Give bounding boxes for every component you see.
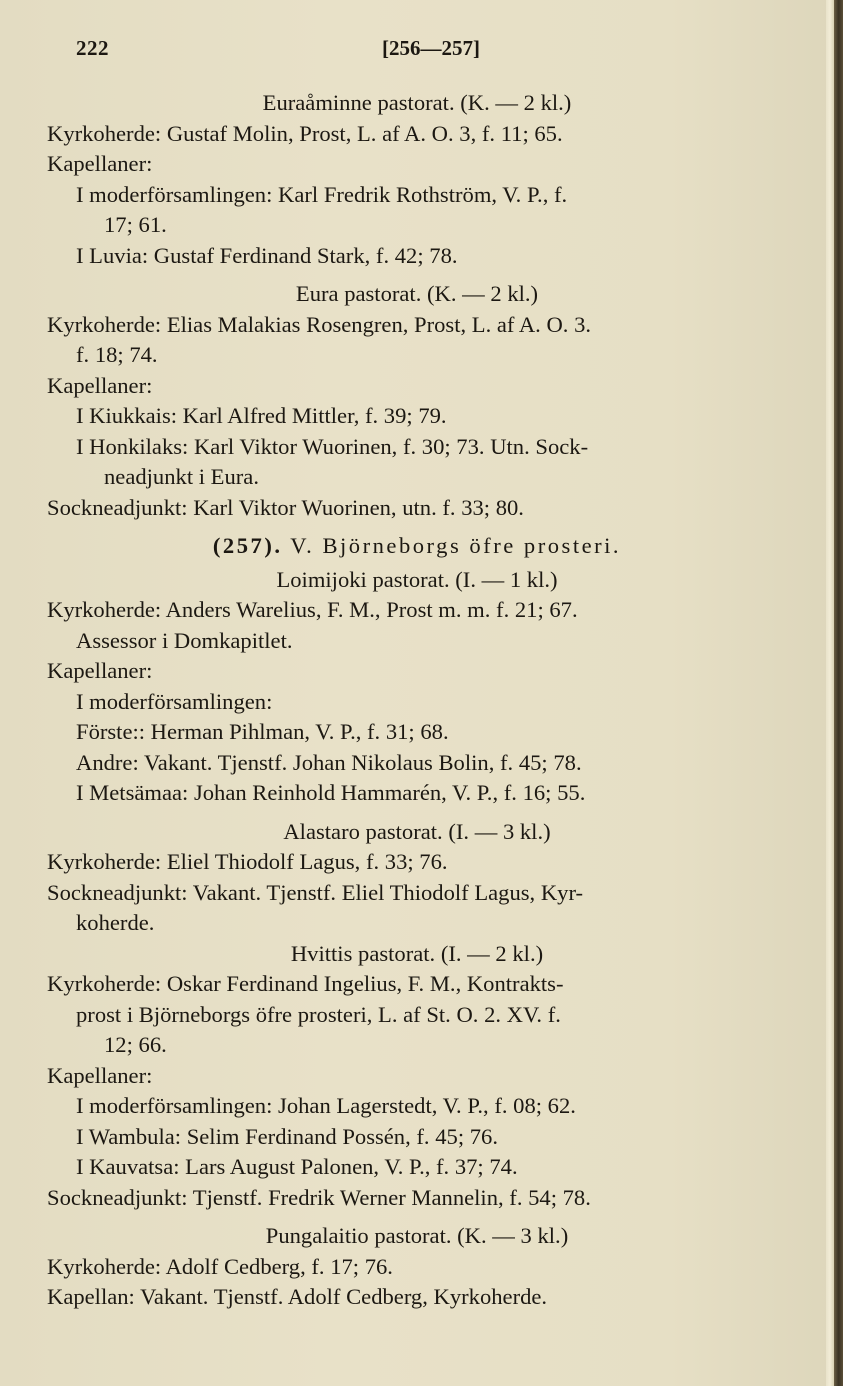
entry-line: I moderförsamlingen: Johan Lagerstedt, V. P., f. 08; 62. [76,1093,576,1118]
entry-line: I Honkilaks: Karl Viktor Wuorinen, f. 30; 73. Utn. Sock- [76,433,589,459]
pastorat-title: Euraåminne pastorat. (K. — 2 kl.) [262,90,572,115]
pastorat-title: Loimijoki pastorat. (I. — 1 kl.) [276,566,558,592]
entry-line-continuation: f. 18; 74. [76,342,158,367]
pastorat-title: Hvittis pastorat. (I. — 2 kl.) [290,940,544,966]
entry-line: I Wambula: Selim Ferdinand Possén, f. 45; 76. [76,1123,498,1149]
pastorat-loimijoki [47,565,837,809]
section-number: (257). [212,533,283,558]
entry-line: Andre: Vakant. Tjenstf. Johan Nikolaus Bolin, f. 45; 78. [76,749,582,775]
entry-label: Kapellaner: [47,151,153,176]
pastorat-hvittis [47,939,837,1214]
entry-label: Kapellaner: [47,658,153,683]
pastorat-pungalaitio [47,1221,837,1313]
entry-line-continuation: 17; 61. [104,212,167,237]
entry-line: I Luvia: Gustaf Ferdinand Stark, f. 42; 78. [76,242,458,268]
entry-line: I Metsämaa: Johan Reinhold Hammarén, V. P., f. 16; 55. [76,780,586,805]
entry-line-continuation: koherde. [76,910,155,935]
entry-line-continuation: neadjunkt i Eura. [104,464,259,489]
entry-line: Kyrkoherde: Eliel Thiodolf Lagus, f. 33; 76. [47,849,448,874]
entry-line: I Kauvatsa: Lars August Palonen, V. P., f. 37; 74. [76,1154,518,1179]
entry-line: Kapellan: Vakant. Tjenstf. Adolf Cedberg, Kyrkoherde. [47,1284,548,1309]
running-head [0,36,843,66]
pastorat-alastaro [47,817,837,939]
pastorat-title: Pungalaitio pastorat. (K. — 3 kl.) [265,1223,569,1248]
entry-line: Kyrkoherde: Gustaf Molin, Prost, L. af A. O. 3, f. 11; 65. [47,120,563,146]
entry-line: Kyrkoherde: Oskar Ferdinand Ingelius, F. M., Kontrakts- [47,971,564,996]
entry-line-continuation: prost i Björneborgs öfre prosteri, L. af St. O. 2. XV. f. [76,1001,561,1027]
entry-line: I Kiukkais: Karl Alfred Mittler, f. 39; 79. [76,403,447,428]
entry-label: Kapellaner: [47,1062,153,1088]
entry-line: I moderförsamlingen: Karl Fredrik Rothström, V. P., f. [76,181,568,207]
pastorat-euraaminne [47,88,837,271]
page-body [47,88,837,1313]
entry-line: Kyrkoherde: Elias Malakias Rosengren, Prost, L. af A. O. 3. [47,311,592,337]
entry-line: Sockneadjunkt: Vakant. Tjenstf. Eliel Thiodolf Lagus, Kyr- [47,879,584,905]
entry-line-continuation: 12; 66. [104,1032,167,1057]
pastorat-eura [47,279,837,523]
entry-line: Kyrkoherde: Anders Warelius, F. M., Prost m. m. f. 21; 67. [47,597,578,622]
section-heading [47,531,787,562]
page-number: 222 [76,36,109,60]
entry-line: Sockneadjunkt: Karl Viktor Wuorinen, utn. f. 33; 80. [47,494,524,520]
entry-line: Förste:: Herman Pihlman, V. P., f. 31; 68. [76,719,449,744]
section-title: V. Björneborgs öfre prosteri. [290,533,622,558]
entry-line: Kyrkoherde: Adolf Cedberg, f. 17; 76. [47,1253,393,1279]
entry-line-continuation: Assessor i Domkapitlet. [76,627,293,653]
pastorat-title: Alastaro pastorat. (I. — 3 kl.) [283,818,551,844]
section-range: [256—257] [382,36,480,60]
entry-line: Sockneadjunkt: Tjenstf. Fredrik Werner Mannelin, f. 54; 78. [47,1184,591,1210]
pastorat-title: Eura pastorat. (K. — 2 kl.) [295,281,539,306]
entry-line: I moderförsamlingen: [76,688,273,714]
entry-label: Kapellaner: [47,372,153,398]
